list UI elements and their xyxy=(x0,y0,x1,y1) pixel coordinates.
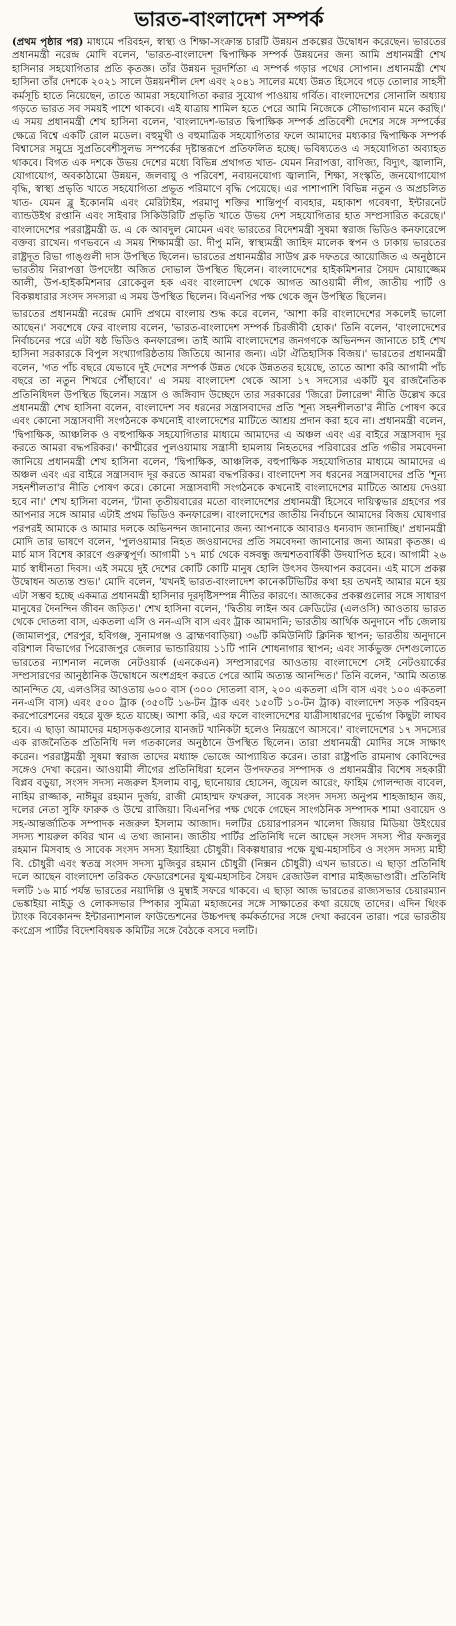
headline: ভারত-বাংলাদেশ সম্পর্ক xyxy=(134,7,324,31)
paragraph-1-text: মাধ্যমে পরিবহন, স্বাস্থ্য ও শিক্ষা-সংক্রান্ত চারটি উন্নয়ন প্রকল্পের উদ্বোধন করেছেন। ভারতের প্রধানমন্ত্রী নরেন্দ্র মোদি বলেন, 'ভারত-বাংলাদেশ দ্বিপাক্ষিক সম্পর্ক উন্নয়নের জন্য আমি প্রধানমন্ত্রী শেখ হাসিনার সহযোগিতার প্রতি কৃতজ্ঞ। তাঁর উন্নয়ন দূরদর্শিতা এ সম্পর্ক গড়ার পথের সোপান। প্রধানমন্ত্রী শেখ হাসিনা তাঁর দেশকে ২০২১ সালে উন্নয়নশীল দেশ এবং ২০৪১ সালের মধ্যে উন্নত হিসেবে গড়ে তোলার সাহসী কর্মসূচি হাতে নিয়েছেন, তাতে আমরা সহযোগিতা করার সুযোগ পাওয়ায় গর্বিত। বাংলাদেশের সোনালি অধ্যায় গড়তে ভারত সব সময়ই পাশে থাকবে। এই যাত্রায় শামিল হতে পেরে আমি নিজেকে সৌভাগ্যবান মনে করছি।' এ সময় প্রধানমন্ত্রী শেখ হাসিনা বলেন, 'বাংলাদেশ-ভারত দ্বিপাক্ষিক সম্পর্ক প্রতিবেশী দেশের সঙ্গে সম্পর্কের ক্ষেত্রে বিশ্বে একটি রোল মডেল। বহুমুখী ও বহুমাত্রিক সহযোগিতার ফলে আমাদের মধ্যকার দ্বিপাক্ষিক সম্পর্ক বিশ্বাসের সমুদ্রে সুপ্রতিবেশীসুলভ সম্পর্কের দৃষ্টান্তরূপে প্রতিফলিত হচ্ছে। ভবিষ্যতেও এ সহযোগিতা অব্যাহত থাকবে। বিগত এক দশকে উভয় দেশের মধ্যে বিভিন্ন প্রথাগত খাত- যেমন নিরাপত্তা, বাণিজ্য, বিদ্যুৎ, জ্বালানি, যোগাযোগ, অবকাঠামো উন্নয়ন, জলবায়ু ও পরিবেশ, নবায়নযোগ্য জ্বালানি, শিক্ষা, সংস্কৃতি, জনযোগাযোগ বৃদ্ধি, স্বাস্থ্য প্রভৃতি খাতে সহযোগিতা প্রভূত পরিমাণে বৃদ্ধি পেয়েছে। এর পাশাপাশি বিভিন্ন নতুন ও অপ্রচলিত খাত- যেমন ব্লু ইকোনমি এবং মেরিটাইম, পরমাণু শক্তির শান্তিপূর্ণ ব্যবহার, মহাকাশ গবেষণা, ইন্টারনেট ব্যান্ডউইথ রপ্তানি এবং সাইবার সিকিউরিটি প্রভৃতি খাতে উভয় দেশ সহযোগিতার হাত সম্প্রসারিত করেছে।' বাংলাদেশের পররাষ্ট্রমন্ত্রী ড. এ কে আবদুল মোমেন এবং ভারতের বিদেশমন্ত্রী সুষমা স্বরাজ ভিডিও কনফারেন্সে বক্তব্য রাখেন। গণভবনে এ সময় শিক্ষামন্ত্রী ডা. দীপু মনি, স্বাস্থ্যমন্ত্রী জাহিদ মালেক স্বপন ও ঢাকায় ভারতের রাষ্ট্রদূত রিভা গাঙ্গুলী দাস উপস্থিত ছিলেন। ভারতের প্রধানমন্ত্রীর সাউথ ব্লক দফতরে আয়োজিত এ অনুষ্ঠানে ভারতীয় নিরাপত্তা উপদেষ্টা অজিত দোভাল উপস্থিত ছিলেন। বাংলাদেশের হাইকমিশনার সৈয়দ মোয়াজ্জেম আলী, উপ-হাইকমিশনার রোকেবুল হক এবং বাংলাদেশ থেকে আগত আওয়ামী লীগ, জাতীয় পার্টি ও বিকল্পধারার সংসদ সদস্যরা এ সময় উপস্থিত ছিলেন। বিএনপির পক্ষ থেকে জুন উপস্থিত ছিলেন। xyxy=(12,37,446,303)
paragraph-2: ভারতের প্রধানমন্ত্রী নরেন্দ্র মোদি প্রথমে বাংলায় শুদ্ধ করে বলেন, 'আশা করি বাংলাদেশের সকলেই ভালো আছেন।' সবশেষে ফের বাংলায় বলেন, 'ভারত-বাংলাদেশ সম্পর্ক চিরজীবী হোক।' তিনি বলেন, 'বাংলাদেশের নির্বাচনের পরে এটা ষষ্ঠ ভিডিও কনফারেন্স। তাই আমি বাংলাদেশের জনগণকে অভিনন্দন জানাতে চাই শেখ হাসিনা সরকারকে বিপুল সংখ্যাগরিষ্ঠতায় জিতিয়ে আনার জন্য। এটা ঐতিহাসিক বিজয়।' ভারতের প্রধানমন্ত্রী বলেন, 'গত পাঁচ বছরে যেভাবে দুই দেশের সম্পর্ক উন্নত থেকে উন্নততর হয়েছে, তাতে আশা করি আগামী পাঁচ বছরে তা নতুন শিখরে পৌঁছাবে।' এ সময় বাংলাদেশ থেকে আসা ১৭ সদস্যের একটি যুব রাজনৈতিক প্রতিনিধিদল উপস্থিত ছিলেন। সন্ত্রাস ও জঙ্গিবাদ উচ্ছেদে তার সরকারের 'জিরো টলারেন্স' নীতি উল্লেখ করে প্রধানমন্ত্রী শেখ হাসিনা বলেন, বাংলাদেশ সব ধরনের সন্ত্রাসবাদের প্রতি 'শূন্য সহনশীলতা'র নীতি পোষণ করে এবং কোনো সন্ত্রাসবাদী সংগঠনকে কখনোই বাংলাদেশের মাটিতে আশ্রয় প্রদান করা হবে না। প্রধানমন্ত্রী বলেন, 'দ্বিপাক্ষিক, আঞ্চলিক ও বহুপাক্ষিক সহযোগিতার মাধ্যমে আমাদের এ অঞ্চল এবং এর বাইরে সন্ত্রাসবাদ দূর করতে আমরা বদ্ধপরিকর।' কাশ্মীরের পুলওয়ামায় সন্ত্রাসী হামলায় নিহতদের পরিবারের প্রতি গভীর সমবেদনা জানিয়ে প্রধানমন্ত্রী শেখ হাসিনা বলেন, 'দ্বিপাক্ষিক, আঞ্চলিক, বহুপাক্ষিক সহযোগিতার মাধ্যমে আমাদের এ অঞ্চল এবং এর বাইরে সন্ত্রাসবাদ দূর করতে আমরা বদ্ধপরিকর। বাংলাদেশ সব ধরনের সন্ত্রাসবাদের প্রতি 'শূন্য সহনশীলতা'র নীতি পোষণ করে। কোনো সন্ত্রাসবাদী সংগঠনকে কখনোই বাংলাদেশের মাটিতে আশ্রয় দেওয়া হবে না।' শেখ হাসিনা বলেন, 'টানা তৃতীয়বারের মতো বাংলাদেশের প্রধানমন্ত্রী হিসেবে দায়িত্বভার গ্রহণের পর আপনার সঙ্গে আমার এটাই প্রথম ভিডিও কনফারেন্স। বাংলাদেশের জাতীয় নির্বাচনে আমাদের বিজয় ঘোষণার পরপরই আমাকে ও আমার দলকে অভিনন্দন জানানোর জন্য আপনাকে আবারও ধন্যবাদ জানাচ্ছি।' প্রধানমন্ত্রী মোদি তার ভাষণে বলেন, 'পুলওয়ামার নিহত জওয়ানদের প্রতি সমবেদনা জানানোর জন্য আমরা কৃতজ্ঞ। এ মার্চ মাস বিশেষ কারণে গুরুত্বপূর্ণ। আগামী ১৭ মার্চ থেকে বঙ্গবন্ধু জন্মশতবার্ষিকী উদযাপিত হবে। আগামী ২৬ মার্চ স্বাধীনতা দিবস। এই সময়ে দুই দেশের কোটি কোটি মানুষ হোলি উৎসব উদযাপন করবেন। এই মাসে প্রকল্প উদ্বোধন অত্যন্ত শুভ।' মোদি বলেন, 'যখনই ভারত-বাংলাদেশ কানেকটিভিটির কথা হয় তখনই আমার মনে হয় এটা সম্ভব হচ্ছে একমাত্র প্রধানমন্ত্রী হাসিনার দূরদৃষ্টিসম্পন্ন নীতির কারণে। আজকের প্রকল্পগুলোর সঙ্গে সাধারণ মানুষের দৈনন্দিন জীবন জড়িত।' শেখ হাসিনা বলেন, 'দ্বিতীয় লাইন অব ক্রেডিটের (এলওসি) আওতায় ভারত থেকে দোতলা বাস, একতলা এসি ও নন-এসি বাস এবং ট্রাক আমদানি; ভারতীয় আর্থিক অনুদানে পাঁচ জেলায় (জামালপুর, শেরপুর, হবিগঞ্জ, সুনামগঞ্জ ও ব্রাহ্মণবাড়িয়া) ৩৬টি কমিউনিটি ক্লিনিক স্থাপন; ভারতীয় অনুদানে বরিশাল বিভাগের পিরোজপুর জেলার ভান্ডারিয়ায় ১১টি পানি শোধনাগার স্থাপন; এবং সার্কভুক্ত দেশগুলোতে ভারতের ন্যাশনাল নলেজ নেটওয়ার্ক (এনকেএন) সম্প্রসারণের আওতায় বাংলাদেশে সেই নেটওয়ার্কের সম্প্রসারণের আনুষ্ঠানিক উদ্বোধনে অংশগ্রহণ করতে পেরে আমি অত্যন্ত আনন্দিত।' তিনি বলেন, 'আমি অত্যন্ত আনন্দিত যে, এলওসির আওতায় ৬০০ বাস (৩০০ দোতলা বাস, ২০০ একতলা এসি বাস এবং ১০০ একতলা নন-এসি বাস) এবং ৫০০ ট্রাক (৩৫০টি ১৬-টন ট্রাক এবং ১৫০টি ১০-টন ট্রাক) বাংলাদেশ সড়ক পরিবহন করপোরেশনের বহরে যুক্ত হতে যাচ্ছে। আশা করি, এর ফলে বাংলাদেশের যাত্রীসাধারণের দুর্ভোগ কিছুটা লাঘব হবে। এ ছাড়া আমাদের মহাসড়কগুলোর যানজট খানিকটা হলেও নিয়ন্ত্রণে আসবে।' বাংলাদেশের ১৭ সদস্যের এক রাজনৈতিক প্রতিনিধি দল গতকালের অনুষ্ঠানে উপস্থিত ছিলেন। তারা প্রধানমন্ত্রী মোদির সঙ্গে সাক্ষাৎ করেন। পররাষ্ট্রমন্ত্রী সুষমা স্বরাজ তাদের মধ্যাহ্ন ভোজে আপ্যায়িত করেন। তারা রাষ্ট্রপতি রামনাথ কোবিন্দের সঙ্গেও দেখা করেন। আওয়ামী লীগের প্রতিনিধিরা হলেন উপদফতর সম্পাদক ও প্রধানমন্ত্রীর বিশেষ সহকারী বিপ্লব বড়ুয়া, সংসদ সদস্য নজরুল ইসলাম বাবু, ছানোয়ার হোসেন, জুয়েল আরেং, ফাহিম গোলন্দাজ বাবেল, নাহিম রাজ্জাক, নাঈমুর রহমান দুর্জয়, রাজী মোহাম্মদ ফখরুল, সাবেক সংসদ সদস্য অনুপম শাহজাহান জয়, দলের নেতা সুফি ফারুক ও উম্মে রাজিয়া। বিএনপির পক্ষ থেকে গেছেন সাংগঠনিক সম্পাদক শামা ওবায়েদ ও সহ-আন্তর্জাতিক সম্পাদক নজরুল ইসলাম আজাদ। দলটির চেয়ারপারসন খালেদা জিয়ার মিডিয়া উইংয়ের সদস্য শায়রুল কবির খান এ তথ্য জানান। জাতীয় পার্টির প্রতিনিধি দলে আছেন সংসদ সদস্য পীর ফজলুর রহমান মিসবাহ ও সাবেক সংসদ সদস্য ইয়াহিয়া চৌধুরী। বিকল্পধারার পক্ষে যুগ্ম-মহাসচিব ও সংসদ সদস্য মাহী বি. চৌধুরী এবং স্বতন্ত্র সংসদ সদস্য মুজিবুর রহমান চৌধুরী (নিক্সন চৌধুরী) এখন ভারতে। এ ছাড়া প্রতিনিধি দলে আছেন বাংলাদেশ তরিকত ফেডারেশনের যুগ্ম-মহাসচিব সৈয়দ রেজাউল বাশার মাইজভাণ্ডারী। প্রতিনিধি দলটি ১৬ মার্চ পর্যন্ত ভারতের নয়াদিল্লি ও মুম্বাই সফরে থাকবে। এ ছাড়া আজ ভারতের রাজ্যসভার চেয়ারম্যান ভেঙ্কাইয়া নাইডু ও লোকসভার স্পিকার সুমিত্রা মহাজনের সঙ্গে সাক্ষাতের কথা রয়েছে তাদের। এদিন থিংক ট্যাংক বিবেকানন্দ ইন্টারন্যাশনাল ফাউন্ডেশনের উচ্চপদস্থ কর্মকর্তাদের সঙ্গে দেখা করবেন তারা। পরে ভারতীয় কংগ্রেস পার্টির বিদেশবিষয়ক কমিটির সঙ্গে বৈঠকে বসবে দলটি। xyxy=(12,309,446,937)
paragraph-1 xyxy=(12,36,446,304)
continued-tag: (প্রথম পৃষ্ঠার পর) xyxy=(12,36,84,48)
